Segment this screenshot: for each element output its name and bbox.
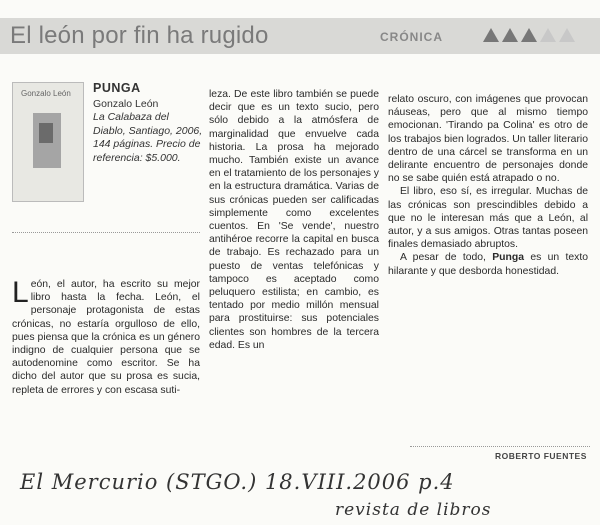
rating-empty-icon — [540, 28, 556, 42]
book-cover-image — [12, 82, 84, 202]
divider — [410, 446, 590, 447]
paragraph: leza. De este libro también se puede decir que es un texto sucio, pero sólo debido a la atmósfera de marginalidad que envuelve cada historia. La prosa ha mejorado mucho. También existe un avance en el tratamiento de los personajes y en la estructura dramática. Varias de sus crónicas pueden ser calificadas simplemente como excelentes cuentos. En 'Se vende', nuestro antihéroe recorre la capital en busca de trabajo. Es rechazado para un puesto de ventas telefónicas y tampoco es aceptado como peluquero estilista; en cambio, es tentado por medio millón mensual para prostituirse: sus potenciales clientes son hombres de la tercera edad. Es un — [209, 89, 379, 351]
handwritten-source-note: El Mercurio (STGO.) 18.VIII.2006 p.4 — [20, 470, 455, 494]
text-run: es un texto hilarante y que desborda honestidad. — [388, 252, 588, 277]
paragraph: relato oscuro, con imágenes que provocan náuseas, pero que al mismo tiempo emocionan. 'Tirando pa Colina' es otro de los trabajos bien logrados. Un taller literario dentro de una cárcel se transforma en un delirante encuentro de personajes donde no se sabe quién está atrapado o no. — [388, 94, 588, 185]
article-column-3 — [388, 93, 588, 278]
handwritten-section-note: revista de libros — [335, 500, 492, 520]
book-title: PUNGA — [93, 81, 141, 95]
cover-illustration — [33, 113, 61, 168]
rating-filled-icon — [483, 28, 499, 42]
article-headline: El león por fin ha rugido — [10, 22, 269, 49]
section-label: CRÓNICA — [380, 30, 443, 44]
paragraph: El libro, eso sí, es irregular. Muchas de las crónicas son prescindibles debido a que no le interesan más que a León, al autor, y a sus amigos. Otras tantas poseen finales demasiado abruptos. — [388, 186, 588, 251]
text-run: A pesar de todo, — [400, 252, 486, 264]
book-details — [93, 82, 203, 165]
book-author: Gonzalo León — [93, 97, 159, 110]
rating-filled-icon — [521, 28, 537, 42]
article-column-2 — [209, 88, 379, 352]
rating-filled-icon — [502, 28, 518, 42]
book-publication-info: La Calabaza del Diablo, Santiago, 2006, 144 páginas. Precio de referencia: $5.000. — [93, 111, 203, 164]
cover-author-text: Gonzalo León — [21, 89, 71, 98]
book-title-inline: Punga — [492, 252, 525, 264]
rating-empty-icon — [559, 28, 575, 42]
drop-cap: L — [12, 276, 29, 309]
divider — [12, 232, 200, 233]
article-column-1 — [12, 278, 200, 397]
section-header — [0, 18, 600, 54]
paragraph — [388, 251, 588, 277]
byline: ROBERTO FUENTES — [495, 451, 587, 461]
paragraph: eón, el autor, ha escrito su mejor libro hasta la fecha. León, el personaje protagonista de estas crónicas, no estaría orgulloso de ello, pues piensa que la crónica es un género indigno de cualquier persona que se autodenomine como escritor. Se ha dicho del autor que su prosa es sucia, repleta de errores y con escasa suti- — [12, 279, 200, 396]
rating-icons — [483, 28, 578, 47]
